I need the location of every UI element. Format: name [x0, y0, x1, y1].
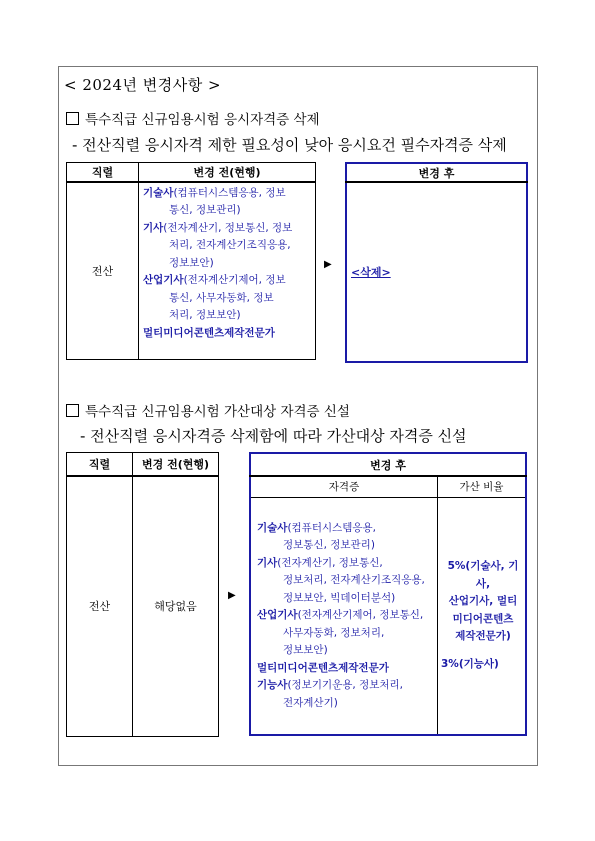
- ratio-five-percent: [441, 558, 525, 646]
- cert-entry: [143, 220, 311, 238]
- section2-heading: 특수직급 신규임용시험 가산대상 자격증 신설: [66, 400, 350, 420]
- section2-detail: - 전산직렬 응시자격증 삭제함에 따라 가산대상 자격증 신설: [80, 427, 467, 445]
- cert-items-continued: 처리, 정보보안): [169, 309, 241, 321]
- cert-entry: [257, 607, 435, 625]
- cert-name: 멀티미디어콘텐츠제작전문가: [143, 326, 275, 339]
- cert-items-continued: 사무자동화, 정보처리,: [283, 626, 385, 639]
- section2-before-table: [66, 452, 219, 737]
- cert-items-continued: 정보보안): [283, 644, 328, 656]
- cert-name: 기능사: [257, 679, 288, 691]
- before-cert-list: [143, 185, 311, 343]
- col-before-header: 변경 전(현행): [133, 453, 219, 476]
- cert-items-continued: 정보보안): [169, 256, 214, 269]
- cert-items-continued: 통신, 사무자동화, 정보: [169, 291, 274, 304]
- cert-list: [257, 520, 435, 713]
- cert-entry: [143, 325, 311, 343]
- cert-name: 멀티미디어콘텐츠제작전문가: [257, 661, 389, 674]
- col-before-header: 변경 전(현행): [139, 163, 316, 182]
- cert-entry: [257, 677, 435, 695]
- ratio-cell: [438, 497, 527, 735]
- col-after-header: 변경 후: [250, 453, 526, 476]
- field-cell: 전산: [67, 182, 139, 360]
- cert-name: 기사: [143, 221, 164, 234]
- cert-entry: [257, 660, 435, 678]
- section2-after-table: [249, 452, 527, 736]
- cert-name: 기술사: [257, 521, 288, 534]
- before-cell: 해당없음: [133, 476, 219, 737]
- col-after-header: 변경 후: [346, 163, 527, 182]
- cert-name: 산업기사: [143, 274, 184, 286]
- cert-items-continued: 통신, 정보관리): [169, 204, 241, 216]
- ratio-line: 산업기사, 멀티: [448, 595, 518, 608]
- checkbox-square-icon: [66, 112, 79, 125]
- col-field-header: 직렬: [67, 453, 133, 476]
- cert-entry: [143, 185, 311, 203]
- cert-entry: [257, 520, 435, 538]
- arrow-right-icon: ▶: [228, 590, 236, 601]
- cert-items: (전자계산기제어, 정보통신,: [297, 609, 424, 621]
- section1-before-table: [66, 162, 316, 360]
- after-deleted-text: <삭제>: [351, 266, 391, 279]
- sub-ratio-header: 가산 비율: [438, 476, 527, 497]
- cert-items-continued: 정보통신, 정보관리): [283, 539, 375, 551]
- cert-items-continued: 전자계산기): [283, 696, 338, 709]
- ratio-line: 제작전문가): [455, 630, 511, 643]
- cert-items: (정보기기운용, 정보처리,: [287, 679, 403, 691]
- ratio-three-percent: 3%(기능사): [441, 657, 499, 670]
- cert-items-continued: 처리, 전자계산기조직응용,: [169, 239, 291, 251]
- cert-items: (컴퓨터시스템응용,: [287, 521, 377, 534]
- cert-items: (전자계산기제어, 정보: [183, 274, 286, 286]
- ratio-line: 미디어콘텐츠: [452, 612, 514, 625]
- sub-cert-header: 자격증: [250, 476, 438, 497]
- before-cell: [139, 182, 316, 360]
- cert-entry: [257, 555, 435, 573]
- cert-entry: [143, 272, 311, 290]
- cert-items-continued: 정보처리, 전자계산기조직응용,: [283, 574, 425, 586]
- cert-items: (컴퓨터시스템응용, 정보: [173, 186, 286, 199]
- after-cell: [346, 182, 527, 362]
- section1-heading: 특수직급 신규임용시험 응시자격증 삭제: [66, 108, 320, 128]
- field-cell: 전산: [67, 476, 133, 737]
- cert-name: 산업기사: [257, 609, 298, 621]
- cert-items: (전자계산기, 정보통신,: [277, 556, 383, 569]
- cert-name: 기사: [257, 556, 278, 569]
- section1-after-table: [345, 162, 528, 363]
- checkbox-square-icon: [66, 404, 79, 417]
- cert-cell: [250, 497, 438, 735]
- cert-items-continued: 정보보안, 빅데이터분석): [283, 591, 396, 604]
- page-title: < 2024년 변경사항 >: [64, 76, 222, 94]
- section1-detail: - 전산직렬 응시자격 제한 필요성이 낮아 응시요건 필수자격증 삭제: [72, 136, 507, 154]
- cert-items: (전자계산기, 정보통신, 정보: [163, 221, 293, 234]
- cert-name: 기술사: [143, 186, 174, 199]
- arrow-right-icon: ▶: [324, 259, 332, 270]
- col-field-header: 직렬: [67, 163, 139, 182]
- ratio-line: 5%(기술사, 기사,: [447, 560, 519, 590]
